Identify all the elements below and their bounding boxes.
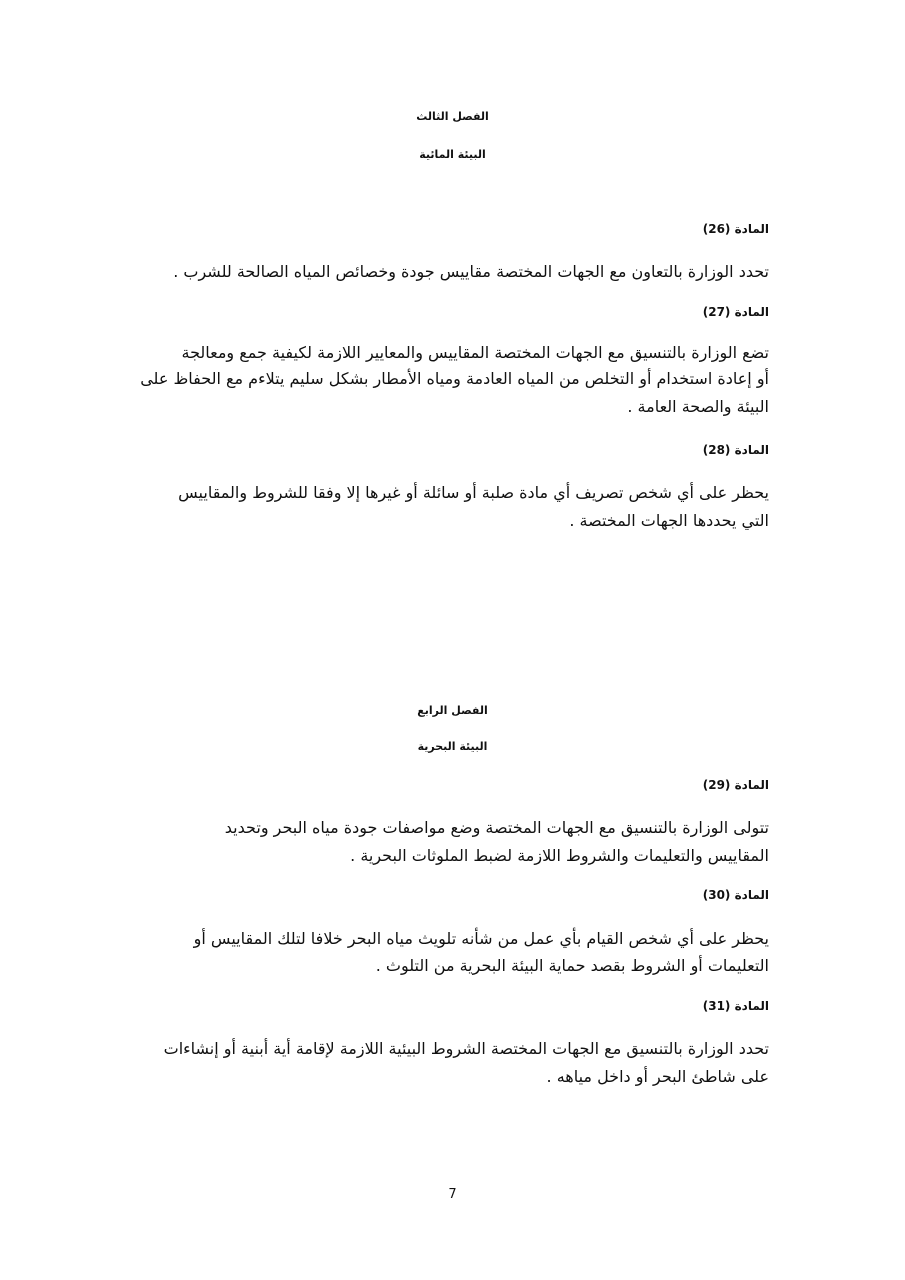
article-text-line: يحظر على أي شخص القيام بأي عمل من شأنه تلويث مياه البحر خلافا لتلك المقاييس أو [193,929,769,948]
article-text-line: على شاطئ البحر أو داخل مياهه . [546,1067,769,1086]
chapter-title: الفصل الرابع [417,704,488,717]
chapter-title: الفصل الثالث [416,110,489,123]
article-text-line: التعليمات أو الشروط بقصد حماية البيئة البحرية من التلوث . [375,956,769,975]
chapter-subtitle: البيئة البحرية [417,740,488,753]
article-text-line: المقاييس والتعليمات والشروط اللازمة لضبط الملوثات البحرية . [350,846,769,865]
article-heading: المادة (30) [702,888,769,902]
article-text-line: أو إعادة استخدام أو التخلص من المياه العادمة ومياه الأمطار بشكل سليم يتلاءم مع الحفاظ على [140,369,769,388]
chapter-subtitle: البيئة المائية [419,148,486,161]
page-number: 7 [448,1187,457,1202]
article-text-line: تتولى الوزارة بالتنسيق مع الجهات المختصة وضع مواصفات جودة مياه البحر وتحديد [224,818,769,837]
article-text-line: تحدد الوزارة بالتنسيق مع الجهات المختصة الشروط البيئية اللازمة لإقامة أية أبنية أو إنشاءات [163,1039,769,1058]
article-text: تحدد الوزارة بالتعاون مع الجهات المختصة مقاييس جودة وخصائص المياه الصالحة للشرب . [173,262,769,281]
article-text-line: التي يحددها الجهات المختصة . [569,511,769,530]
article-text-line: تضع الوزارة بالتنسيق مع الجهات المختصة المقاييس والمعايير اللازمة لكيفية جمع ومعالجة [181,343,769,362]
article-heading: المادة (31) [702,999,769,1013]
article-heading: المادة (29) [702,778,769,792]
article-text-line: البيئة والصحة العامة . [627,397,769,416]
article-heading: المادة (27) [702,305,769,319]
article-text-line: يحظر على أي شخص تصريف أي مادة صلبة أو سائلة أو غيرها إلا وفقا للشروط والمقاييس [178,483,769,502]
article-heading: المادة (26) [702,222,769,236]
article-heading: المادة (28) [702,443,769,457]
